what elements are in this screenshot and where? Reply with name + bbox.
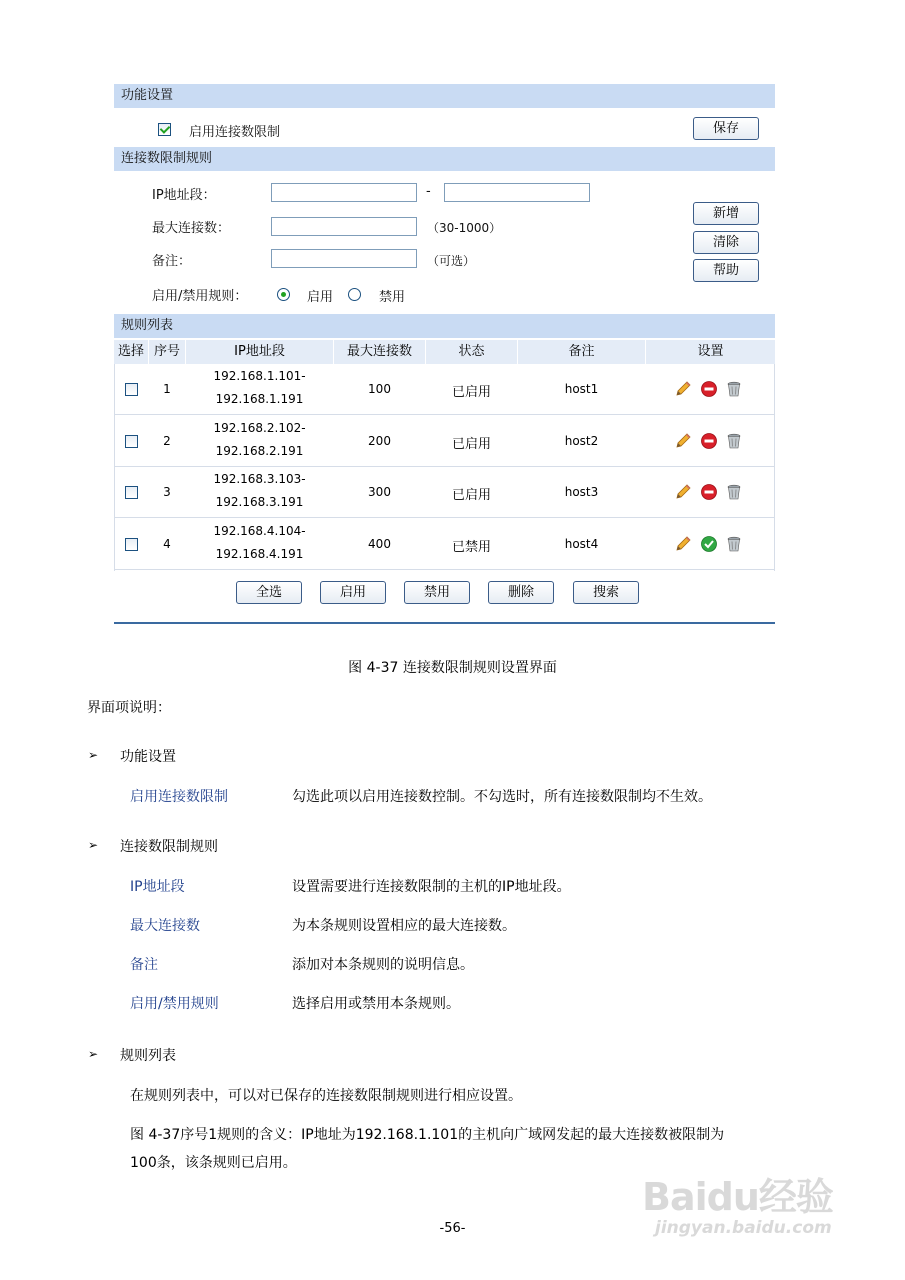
- row-max: 200: [368, 433, 391, 448]
- note-hint: （可选）: [427, 254, 476, 268]
- func-section-bar: 功能设置: [114, 84, 775, 108]
- bullet-icon: ➢: [88, 1047, 99, 1061]
- trash-icon[interactable]: [725, 535, 743, 553]
- help-button[interactable]: 帮助: [693, 259, 759, 282]
- max-conn-label: 最大连接数：: [152, 221, 231, 236]
- row-select-checkbox[interactable]: [125, 486, 138, 499]
- row-ip-start: 192.168.2.102-: [213, 420, 306, 435]
- max-conn-hint: （30-1000）: [427, 221, 502, 235]
- row-no: 2: [163, 433, 171, 448]
- sec1-title: 功能设置: [120, 749, 176, 765]
- page-number: -56-: [439, 1221, 466, 1236]
- search-button[interactable]: 搜索: [573, 581, 639, 604]
- sec2-desc-max: 为本条规则设置相应的最大连接数。: [292, 918, 516, 934]
- disable-icon[interactable]: [700, 380, 718, 398]
- row-select-checkbox[interactable]: [125, 383, 138, 396]
- delete-selected-button[interactable]: 删除: [488, 581, 554, 604]
- edit-icon[interactable]: [674, 380, 692, 398]
- th-ip: IP地址段: [186, 340, 334, 364]
- sec2-term-note: 备注: [130, 957, 158, 973]
- row-status: 已启用: [451, 488, 491, 503]
- radio-enable-label: 启用: [307, 290, 334, 305]
- select-all-button[interactable]: 全选: [236, 581, 302, 604]
- trash-icon[interactable]: [725, 432, 743, 450]
- sec1-desc: 勾选此项以启用连接数控制。不勾选时，所有连接数限制均不生效。: [292, 789, 712, 805]
- table-row: [114, 519, 775, 570]
- note-label: 备注：: [152, 254, 192, 269]
- bullet-icon: ➢: [88, 838, 99, 852]
- clear-button[interactable]: 清除: [693, 231, 759, 254]
- list-section-bar: 规则列表: [114, 314, 775, 338]
- row-note: host4: [564, 536, 599, 551]
- add-button[interactable]: 新增: [693, 202, 759, 225]
- sec2-desc-ip: 设置需要进行连接数限制的主机的IP地址段。: [292, 879, 571, 895]
- th-select: 选择: [114, 340, 149, 364]
- row-status: 已启用: [451, 385, 491, 400]
- row-note: host1: [564, 382, 599, 396]
- ip-start-input[interactable]: [271, 183, 417, 202]
- sec3-para2-line2: 100条，该条规则已启用。: [130, 1155, 297, 1171]
- row-max: 100: [368, 382, 391, 396]
- th-note: 备注: [518, 340, 646, 364]
- table-row: [114, 416, 775, 467]
- row-status: 已禁用: [451, 539, 491, 555]
- row-ip-end: 192.168.2.191: [215, 443, 304, 458]
- th-no: 序号: [149, 340, 186, 364]
- th-max: 最大连接数: [334, 340, 426, 364]
- sec3-para2-line1: 图 4-37序号1规则的含义：IP地址为192.168.1.101的主机向广域网发起的最大连接数被限制为: [130, 1127, 725, 1143]
- watermark-url: jingyan.baidu.com: [655, 1218, 832, 1238]
- sec2-desc-status: 选择启用或禁用本条规则。: [292, 996, 460, 1012]
- rule-section-bar: 连接数限制规则: [114, 147, 775, 171]
- sec2-title: 连接数限制规则: [120, 839, 218, 855]
- edit-icon[interactable]: [674, 535, 692, 553]
- edit-icon[interactable]: [674, 483, 692, 501]
- row-select-checkbox[interactable]: [125, 538, 138, 551]
- figure-caption: 图 4-37 连接数限制规则设置界面: [348, 660, 557, 676]
- disable-icon[interactable]: [700, 432, 718, 450]
- table-row: [114, 467, 775, 518]
- sec2-term-max: 最大连接数: [130, 918, 200, 934]
- enable-selected-button[interactable]: 启用: [320, 581, 386, 604]
- row-status: 已启用: [451, 436, 491, 452]
- row-ip-start: 192.168.4.104-: [213, 523, 306, 538]
- watermark-brand: Baidu经验: [642, 1175, 833, 1219]
- note-input[interactable]: [271, 249, 417, 268]
- ip-dash: -: [426, 184, 431, 199]
- ip-end-input[interactable]: [444, 183, 590, 202]
- row-note: host3: [564, 485, 599, 499]
- sec2-term-ip: IP地址段: [130, 879, 185, 895]
- panel-bottom-rule: [114, 622, 775, 624]
- trash-icon[interactable]: [725, 380, 743, 398]
- sec3-para1: 在规则列表中，可以对已保存的连接数限制规则进行相应设置。: [130, 1088, 522, 1104]
- enable-limit-checkbox[interactable]: [158, 123, 171, 136]
- row-ip-end: 192.168.4.191: [215, 546, 304, 561]
- enable-limit-label: 启用连接数限制: [189, 125, 281, 140]
- save-button[interactable]: 保存: [693, 117, 759, 140]
- row-no: 4: [163, 536, 171, 551]
- th-status: 状态: [426, 340, 518, 364]
- max-conn-input[interactable]: [271, 217, 417, 236]
- row-max: 400: [368, 536, 391, 551]
- table-row: [114, 364, 775, 415]
- edit-icon[interactable]: [674, 432, 692, 450]
- disable-selected-button[interactable]: 禁用: [404, 581, 470, 604]
- row-ip-start: 192.168.1.101-: [213, 369, 306, 383]
- status-rule-label: 启用/禁用规则：: [152, 289, 248, 304]
- sec1-term: 启用连接数限制: [130, 789, 228, 805]
- row-max: 300: [368, 485, 391, 499]
- connection-limit-panel: [114, 84, 775, 624]
- radio-enable[interactable]: [277, 288, 290, 301]
- row-note: host2: [564, 433, 599, 448]
- radio-disable-label: 禁用: [379, 290, 406, 305]
- table-header: [114, 340, 775, 364]
- sec2-term-status: 启用/禁用规则: [130, 996, 219, 1012]
- intro-text: 界面项说明：: [87, 700, 171, 716]
- row-ip-start: 192.168.3.103-: [213, 472, 306, 486]
- row-no: 1: [163, 382, 171, 396]
- sec3-title: 规则列表: [120, 1048, 176, 1064]
- th-settings: 设置: [697, 344, 724, 359]
- sec2-desc-note: 添加对本条规则的说明信息。: [292, 957, 474, 973]
- row-no: 3: [163, 485, 171, 499]
- bullet-icon: ➢: [88, 748, 99, 762]
- disable-icon[interactable]: [700, 483, 718, 501]
- trash-icon[interactable]: [725, 483, 743, 501]
- enable-icon[interactable]: [700, 535, 718, 553]
- row-select-checkbox[interactable]: [125, 435, 138, 448]
- ip-range-label: IP地址段：: [152, 188, 216, 203]
- row-ip-end: 192.168.1.191: [215, 392, 304, 406]
- radio-disable[interactable]: [348, 288, 361, 301]
- row-ip-end: 192.168.3.191: [215, 495, 304, 509]
